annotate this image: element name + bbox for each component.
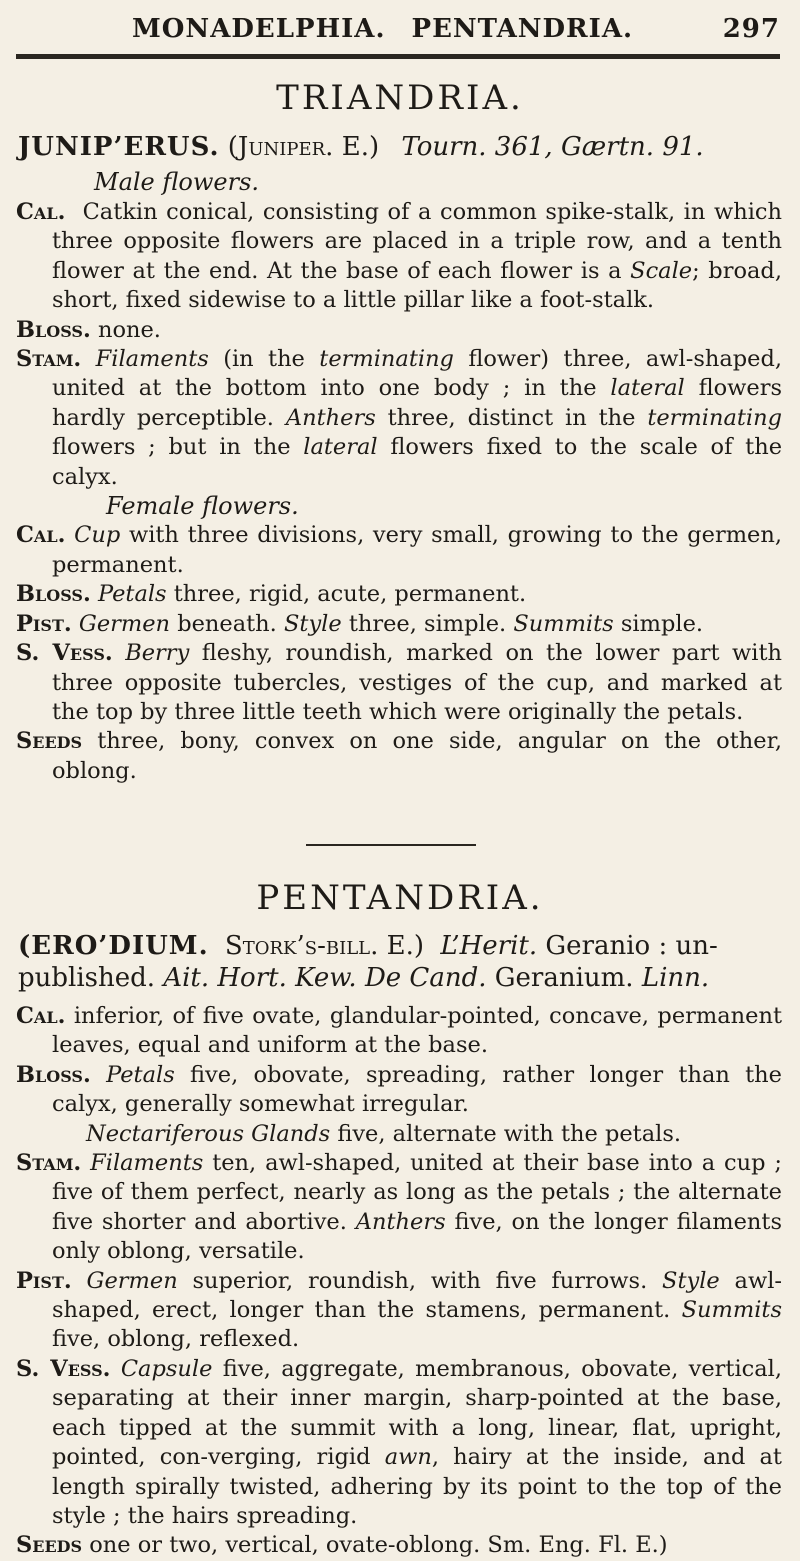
p-bloss-entry: Bloss. Petals five, obovate, spreading, rather longer than the calyx, generally somewhat irregular. bbox=[16, 1061, 782, 1118]
genus-references: Tourn. 361, Gærtn. 91. bbox=[401, 132, 704, 162]
triandria-description bbox=[16, 198, 782, 786]
female-flowers-heading: Female flowers. bbox=[106, 492, 299, 521]
male-flowers-heading: Male flowers. bbox=[94, 168, 260, 196]
p-seeds-entry: Seeds one or two, vertical, ovate-oblong. Sm. Eng. Fl. E.) bbox=[16, 1532, 668, 1559]
p-stam-entry: Stam. Filaments ten, awl-shaped, united at their base into a cup ; five of them perfect, nearly as long as the petals ; the alternate five shorter and abortive. Anthers five, on the longer filaments only oblong, versatile. bbox=[16, 1150, 782, 1265]
bloss-entry: Bloss. none. bbox=[16, 316, 161, 343]
stam-entry: Stam. Filaments (in the terminating flower) three, awl-shaped, united at the bottom into one body ; in the lateral flowers hardly perceptible. Anthers three, distinct in the terminating flowers ; but in the lateral flowers fixed to the scale of the calyx. bbox=[16, 346, 783, 490]
header-rule bbox=[16, 54, 780, 59]
pist-entry: Pist. Germen beneath. Style three, simple. Summits simple. bbox=[16, 610, 704, 637]
running-head-left: MONADELPHIA. bbox=[132, 14, 386, 44]
section-divider bbox=[306, 844, 476, 846]
p-nectar-entry: Nectariferous Glands five, alternate with the petals. bbox=[86, 1120, 682, 1147]
seed-vessel-entry: S. Vess. Berry fleshy, roundish, marked on the lower part with three opposite tubercles, vestiges of the cup, and marked at the top by three little teeth which were originally the petals. bbox=[16, 640, 782, 725]
section-title-triandria: TRIANDRIA. bbox=[276, 78, 524, 118]
pentandria-description bbox=[16, 1002, 782, 1561]
running-head-right: PENTANDRIA. bbox=[411, 14, 634, 44]
section-title-pentandria: PENTANDRIA. bbox=[256, 878, 544, 918]
seeds-entry: Seeds three, bony, convex on one side, angular on the other, oblong. bbox=[16, 728, 783, 784]
genus-juniperus bbox=[18, 130, 782, 164]
running-head bbox=[132, 14, 780, 44]
cal-entry: Cal. Catkin conical, consisting of a common spike-stalk, in which three opposite flowers are placed in a triple row, and a tenth flower at the end. At the base of each flower is a Scale; broad, short, fixed sidewise to a little pillar like a foot-stalk. bbox=[16, 199, 782, 314]
genus-common-name: (Juniper. E.) bbox=[227, 132, 380, 162]
female-bloss-entry: Bloss. Petals three, rigid, acute, permanent. bbox=[16, 581, 527, 608]
genus-erodium: (ERO’DIUM. Stork’s-bill. E.) L’Herit. Geranio : un-published. Ait. Hort. Kew. De Cand. Geranium. Linn. bbox=[18, 931, 718, 993]
p-seed-vessel-entry: S. Vess. Capsule five, aggregate, membranous, obovate, vertical, separating at their inner margin, sharp-pointed at the base, each tipped at the summit with a long, linear, flat, upright, pointed, con-verging, rigid awn, hairy at the inside, and at length spirally twisted, adhering by its point to the top of the style ; the hairs spreading. bbox=[16, 1355, 783, 1529]
p-cal-entry: Cal. inferior, of five ovate, glandular-pointed, concave, permanent leaves, equal and uniform at the base. bbox=[16, 1003, 782, 1059]
p-pist-entry: Pist. Germen superior, roundish, with five furrows. Style awl-shaped, erect, longer than the stamens, permanent. Summits five, oblong, reflexed. bbox=[16, 1267, 783, 1353]
female-cal-entry: Cal. Cup with three divisions, very small, growing to the germen, permanent. bbox=[16, 522, 783, 578]
genus-name: JUNIP’ERUS. bbox=[18, 132, 220, 162]
page-number: 297 bbox=[722, 14, 780, 44]
